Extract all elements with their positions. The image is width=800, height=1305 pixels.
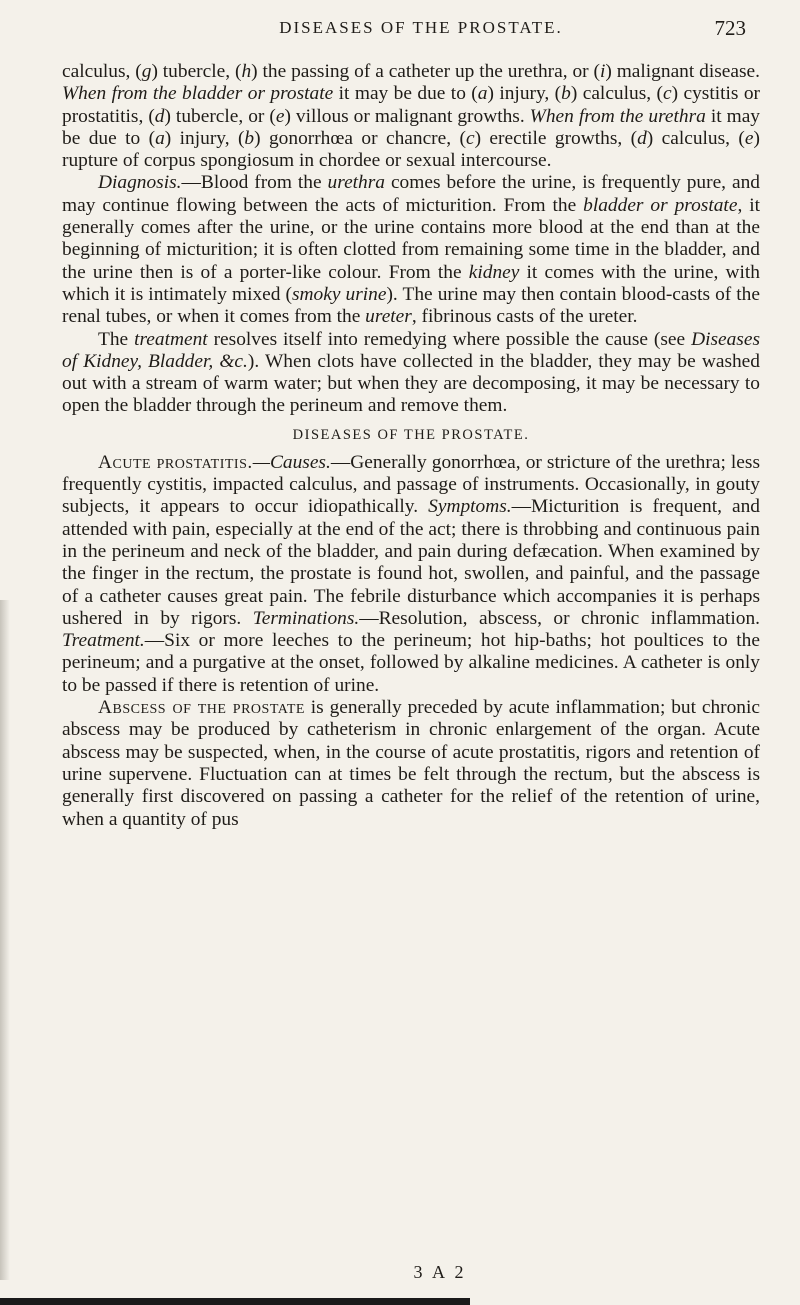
paragraph-haematuria-causes: calculus, (g) tubercle, (h) the passing of a catheter up the urethra, or (i) malignant disease. When from the bladder or prostate it may be due to (a) injury, (b) calculus, (c) cystitis or prostatitis, (d) tubercle, or (e) villous or malignant growths. When from the urethra it may be due to (a) injury, (b) gonorrhœa or chancre, (c) erectile growths, (d) calculus, (e) rupture of corpus spongiosum in chordee or sexual intercourse. xyxy=(62,61,761,172)
body-text xyxy=(62,61,760,831)
paragraph-abscess: Abscess of the prostate is generally preceded by acute inflammation; but chronic abscess may be produced by catheterism in chronic enlargement of the organ. Acute abscess may be suspected, when, in the course of acute prostatitis, rigors and retention of urine supervene. Fluctuation can at times be felt through the rectum, but the abscess is generally first discovered on passing a catheter for the relief of the retention of urine, when a quantity of pus xyxy=(62,697,760,830)
signature-mark: 3 A 2 xyxy=(413,1262,467,1282)
page-number: 723 xyxy=(714,16,746,40)
abscess-lead: Abscess of the prostate xyxy=(98,697,305,719)
running-title: DISEASES OF THE PROSTATE. xyxy=(279,18,563,37)
bottom-edge-bar xyxy=(0,1298,470,1305)
acute-prostatitis-lead: Acute prostatitis. xyxy=(98,451,253,473)
page-edge-shadow xyxy=(0,600,10,1280)
section-heading: DISEASES OF THE PROSTATE. xyxy=(292,426,530,443)
diagnosis-label: Diagnosis. xyxy=(98,172,182,194)
paragraph-acute-prostatitis: Acute prostatitis.—Causes.—Generally gonorrhœa, or stricture of the urethra; less frequently cystitis, impacted calculus, and passage of instruments. Occasionally, in gouty subjects, it appears to occur idiopathically. Symptoms.—Micturition is frequent, and attended with pain, especially at the end of the act; there is throbbing and continuous pain in the perineum and neck of the bladder, and pain during defæcation. When examined by the finger in the rectum, the prostate is found hot, swollen, and painful, and the passage of a catheter causes great pain. The febrile disturbance which accompanies it is perhaps ushered in by rigors. Terminations.—Resolution, abscess, or chronic inflammation. Treatment.—Six or more leeches to the perineum; hot hip-baths; hot poultices to the perineum; and a purgative at the onset, followed by alkaline medicines. A catheter is only to be passed if there is retention of urine. xyxy=(62,451,761,696)
paragraph-diagnosis: Diagnosis.—Blood from the urethra comes before the urine, is frequently pure, and may continue flowing between the acts of micturition. From the bladder or prostate, it generally comes after the urine, or the urine contains more blood at the end than at the beginning of micturition; it is often clotted from remaining some time in the bladder, and the urine then is of a porter-like colour. From the kidney it comes with the urine, with which it is intimately mixed (smoky urine). The urine may then contain blood-casts of the renal tubes, or when it comes from the ureter, fibrinous casts of the ureter. xyxy=(62,172,760,328)
page-header xyxy=(96,16,746,46)
paragraph-treatment: The treatment resolves itself into remedying where possible the cause (see Diseases of Kidney, Bladder, &c.). When clots have collected in the bladder, they may be washed out with a stream of warm water; but when they are decomposing, it may be necessary to open the bladder through the perineum and remove them. xyxy=(62,328,760,417)
